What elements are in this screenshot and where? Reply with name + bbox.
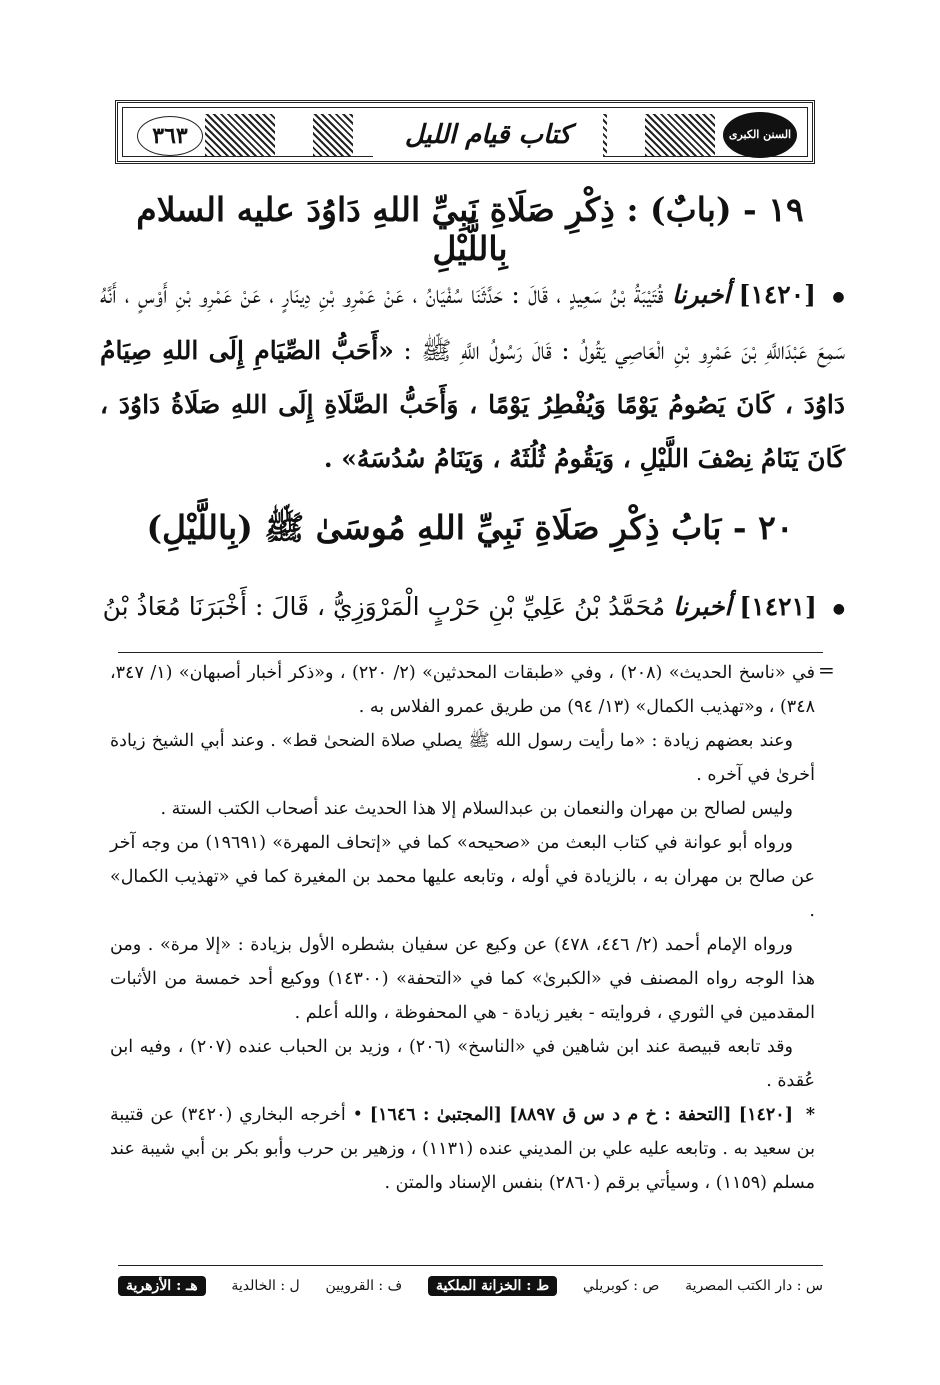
isnad-start: أخبرنا <box>671 280 731 309</box>
footnote-paragraph: في «ناسخ الحديث» (٢٠٨) ، وفي «طبقات المحدثين» (٢/ ٢٢٠) ، و«ذكر أخبار أصبهان» (١/ ٣٤٧، ٣٤٨) ، و«تهذيب الكمال» (١٣/ ٩٤) من طريق عمرو الفلاس به . <box>110 663 815 717</box>
matn-text: «أَحَبُّ الصِّيَامِ إِلَى اللهِ صِيَامُ دَاوُدَ ، كَانَ يَصُومُ يَوْمًا وَيُفْطِرُ يَوْمًا ، وَأَحَبُّ الصَّلَاةِ إِلَى اللهِ صَلَاةُ دَاوُدَ ، كَانَ يَنَامُ نِصْفَ اللَّيْلِ ، وَيَقُومُ ثُلُثَهُ ، وَيَنَامُ سُدُسَهُ» . <box>100 335 845 473</box>
hadith-1420 <box>100 268 845 486</box>
footnote-divider <box>118 652 823 653</box>
footnotes <box>110 656 815 1200</box>
ornament-left-inner <box>313 114 353 156</box>
takhrij-note <box>110 1098 815 1200</box>
footnote-paragraph: ورواه الإمام أحمد (٢/ ٤٤٦، ٤٧٨) عن وكيع عن سفيان بشطره الأول بزيادة : «إلا مرة» . ومن هذا الوجه رواه المصنف في «الكبرىٰ» كما في «التحفة» (١٤٣٠٠) ووكيع أحد خمسة من الأثبات المقدمين في الثوري ، فروايته - بغير زيادة - هي المحفوظة ، والله أعلم . <box>110 935 815 1023</box>
legend-item: ل : الخالدية <box>231 1278 300 1294</box>
hadith-1421 <box>100 580 845 636</box>
footnote-paragraph: وعند بعضهم زيادة : «ما رأيت رسول الله ﷺ يصلي صلاة الضحىٰ قط» . وعند أبي الشيخ زيادة أخرىٰ في آخره . <box>110 731 815 785</box>
footnote-paragraph: وقد تابعه قبيصة عند ابن شاهين في «الناسخ» (٢٠٦) ، وزيد بن الحباب عنده (٢٠٧) ، وفيه ابن عُقدة . <box>110 1037 815 1091</box>
hadith-number: [١٤٢٠] <box>738 280 817 309</box>
takhrij-text: • أخرجه البخاري (٣٤٢٠) عن قتيبة بن سعيد به . وتابعه عليه علي بن المديني عنده (١١٣١) ، وزهير بن حرب وأبو بكر بن أبي شيبة عند مسلم (١١٥٩) ، وسيأتي برقم (٢٨٦٠) بنفس الإسناد والمتن . <box>110 1105 815 1193</box>
bullet-icon: ● <box>832 600 845 617</box>
ornament-left <box>205 114 275 156</box>
bullet-icon: ● <box>832 288 845 305</box>
page-header <box>115 100 815 164</box>
manuscript-legend <box>118 1272 823 1300</box>
header-frame <box>122 107 808 157</box>
legend-divider <box>118 1265 823 1266</box>
legend-item: ص : كوبريلي <box>583 1278 660 1294</box>
hadith-number: [١٤٢١] <box>739 592 817 621</box>
takhrij-reference: [١٤٢٠] [التحفة : خ م د س ق ٨٨٩٧] [المجتبىٰ : ١٦٤٦] <box>369 1105 793 1125</box>
ornament-right <box>645 114 715 156</box>
page-number: ٣٦٣ <box>137 116 203 156</box>
footnote-paragraph: وليس لصالح بن مهران والنعمان بن عبدالسلام إلا هذا الحديث عند أصحاب الكتب الستة . <box>160 799 793 819</box>
footnote-paragraph: ورواه أبو عوانة في كتاب البعث من «صحيحه» كما في «إتحاف المهرة» (١٩٦٩١) من وجه آخر عن صالح بن مهران به ، بالزيادة في أوله ، وتابعه عليها محمد بن المغيرة كما في «تهذيب الكمال» . <box>110 833 815 921</box>
legend-item-highlight: هـ : الأزهرية <box>118 1276 206 1296</box>
isnad-start: أخبرنا <box>673 592 732 621</box>
legend-item-highlight: ط : الخزانة الملكية <box>428 1276 557 1296</box>
book-badge: السنن الكبرى <box>723 112 797 158</box>
book-title: كتاب قيام الليل <box>373 112 603 158</box>
legend-item: ف : القرويين <box>325 1278 403 1294</box>
isnad-text: قُتَيْبَةُ بْنُ سَعِيدٍ ، قَالَ : حَدَّثَنَا سُفْيَانُ ، عَنْ عَمْرِو بْنِ دِينَارٍ ، عَنْ عَمْرِو بْنِ أَوْسٍ ، أَنَّهُ سَمِعَ عَبْدَاللَّهِ بْنَ عَمْرِو بْنِ الْعَاصِي يَقُولُ : قَالَ رَسُولُ اللَّهِ ﷺ : <box>100 280 845 365</box>
star-icon: * <box>805 1105 815 1125</box>
chapter-heading-19: ١٩ - (بابٌ) : ذِكْرِ صَلَاةِ نَبِيِّ اللهِ دَاوُدَ عليه السلام بِاللَّيْلِ <box>136 190 804 268</box>
legend-item: س : دار الكتب المصرية <box>685 1278 823 1294</box>
continuation-mark: = <box>818 658 835 682</box>
isnad-text: مُحَمَّدُ بْنُ عَلِيِّ بْنِ حَرْبٍ الْمَرْوَزِيُّ ، قَالَ : أَخْبَرَنَا مُعَاذُ بْنُ <box>102 592 666 621</box>
chapter-heading-20: ٢٠ - بَابُ ذِكْرِ صَلَاةِ نَبِيِّ اللهِ مُوسَىٰ ﷺ (بِاللَّيْلِ) <box>146 508 794 547</box>
